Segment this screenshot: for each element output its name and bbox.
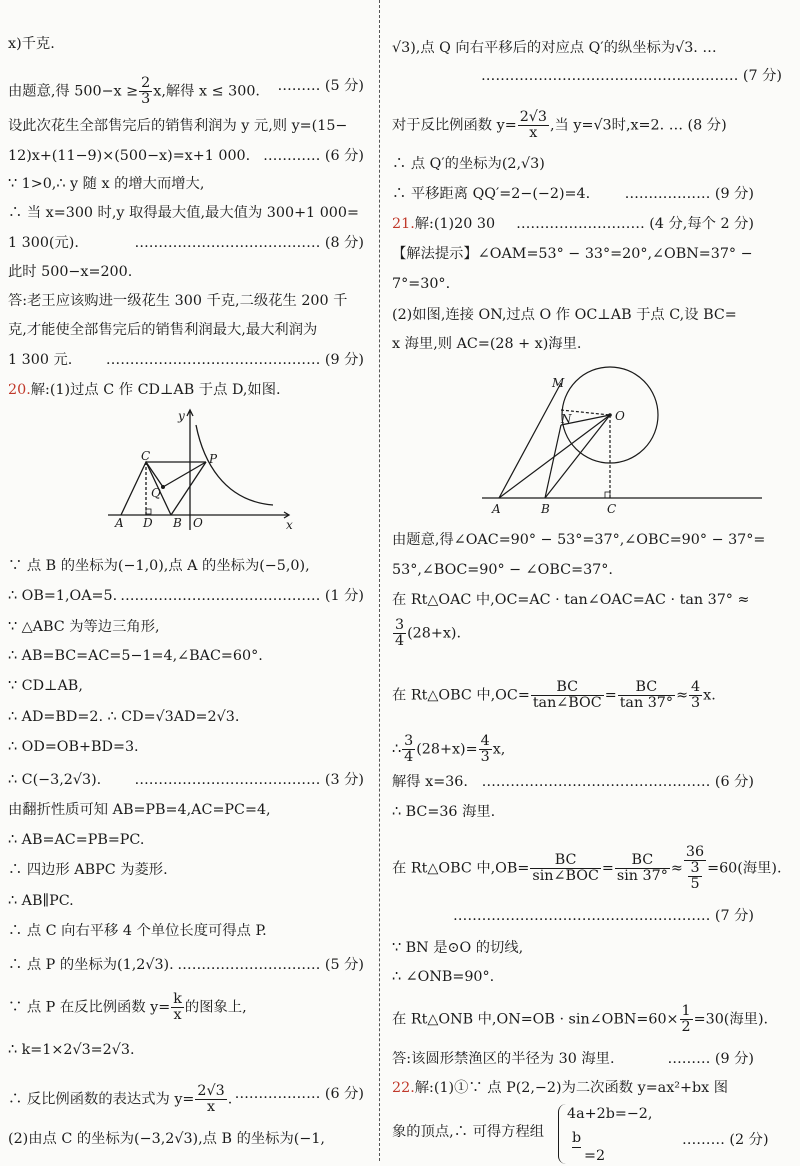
figure-20-graph	[103, 405, 303, 530]
line	[8, 1084, 364, 1115]
score: ……………………………………………… (7 分)	[481, 68, 782, 84]
line: ∴ AB=BC=AC=5−1=4,∠BAC=60°.	[8, 648, 263, 664]
line	[8, 955, 364, 975]
numerator: 3	[404, 733, 414, 749]
line	[392, 1004, 768, 1035]
line	[392, 1049, 754, 1069]
label-y: y	[178, 409, 185, 423]
text: ≈	[676, 687, 689, 704]
text: =	[601, 860, 614, 877]
denominator: 3	[691, 695, 701, 711]
text: (28+x).	[407, 625, 462, 642]
label-o: O	[615, 409, 625, 423]
line: ∴ BC=36 海里.	[392, 804, 496, 820]
text: x,解得 x ≤ 300.	[153, 83, 260, 100]
text: x.	[703, 687, 716, 704]
text: (28+x)=	[416, 741, 478, 758]
text: =60(海里).	[707, 860, 782, 877]
line	[392, 772, 754, 792]
numerator: 2√3	[197, 1083, 225, 1099]
numerator: k	[173, 991, 182, 1007]
line: ∵ 1>0,∴ y 随 x 的增大而增大,	[8, 176, 205, 192]
line	[392, 214, 754, 234]
label-c: C	[607, 502, 617, 515]
line	[8, 770, 364, 790]
text: 解:(1)①∵ 点 P(2,−2)为二次函数 y=ax²+bx 图	[414, 1080, 729, 1096]
text: ∴ 平移距离 QQ′=2−(−2)=4.	[392, 186, 591, 202]
right-angle-mark	[146, 509, 151, 514]
label-c: C	[141, 449, 151, 463]
fraction	[171, 992, 184, 1023]
line-text	[392, 214, 495, 234]
text: =	[604, 687, 617, 704]
score: ……… (5 分)	[277, 78, 364, 94]
line-text	[8, 76, 260, 107]
segment-bp	[171, 462, 206, 515]
fraction	[615, 853, 670, 884]
line	[392, 110, 727, 141]
label-a: A	[492, 502, 501, 515]
line: (2)如图,连接 ON,过点 O 作 OC⊥AB 于点 C,设 BC=	[392, 307, 737, 323]
label-m: M	[552, 376, 565, 390]
line: 53°,∠BOC=90° − ∠OBC=37°.	[392, 562, 613, 578]
denominator: 2	[681, 1019, 691, 1035]
numerator: BC	[615, 853, 670, 869]
fraction	[680, 1004, 693, 1035]
numerator: BC	[618, 680, 675, 696]
column-divider	[379, 0, 380, 1161]
segment-cq	[146, 462, 163, 487]
line	[8, 586, 364, 606]
text: =30(海里).	[693, 1011, 769, 1028]
figure-21-diagram	[477, 365, 767, 515]
line: ∴ 点 Q′的坐标为(2,√3)	[392, 156, 545, 172]
label-d: D	[143, 516, 153, 530]
line	[392, 734, 505, 765]
line: ∴ AB=AC=PB=PC.	[8, 832, 145, 848]
denominator: 4	[395, 633, 405, 649]
line: 设此次花生全部售完后的销售利润为 y 元,则 y=(15−	[8, 118, 348, 134]
line: 由翻折性质可知 AB=PB=4,AC=PC=4,	[8, 802, 271, 818]
line: ∴ OD=OB+BD=3.	[8, 739, 139, 755]
denominator: 5	[690, 876, 700, 892]
line: ∵ 点 B 的坐标为(−1,0),点 A 的坐标为(−5,0),	[8, 558, 310, 574]
text: 的图象上,	[184, 999, 247, 1016]
question-number: 21.	[392, 216, 415, 232]
line	[392, 618, 461, 649]
compound-fraction	[684, 845, 706, 892]
right-angle-mark	[605, 492, 610, 498]
label-b: B	[173, 516, 182, 530]
line: ∴ 点 C 向右平移 4 个单位长度可得点 P.	[8, 923, 267, 939]
numerator: 3	[690, 860, 700, 876]
denominator: sin∠BOC	[532, 868, 599, 884]
numerator: 4	[691, 679, 701, 695]
fraction	[393, 618, 406, 649]
text: ∴ 反比例函数的表达式为 y=	[8, 1091, 195, 1108]
numerator: BC	[531, 680, 604, 696]
line: ∴ 当 x=300 时,y 取得最大值,最大值为 300+1 000=	[8, 205, 359, 221]
line	[8, 380, 281, 400]
text: 1 300(元).	[8, 235, 79, 251]
denominator: 3	[141, 91, 151, 107]
line: ……… (2 分)	[682, 1132, 769, 1148]
line: b	[572, 1130, 582, 1146]
text: ∴	[392, 741, 402, 758]
score: ………………………………………… (6 分)	[481, 774, 754, 790]
hyperbola-curve	[196, 425, 273, 505]
numerator: 3	[395, 617, 405, 633]
text: 在 Rt△OBC 中,OC=	[392, 687, 530, 704]
score: ………………………………… (8 分)	[134, 235, 364, 251]
fraction	[518, 110, 549, 141]
label-o: O	[193, 516, 203, 530]
fraction	[618, 680, 675, 711]
line	[8, 146, 364, 166]
line	[392, 1122, 544, 1142]
fraction	[402, 734, 415, 765]
center-o	[608, 413, 612, 417]
question-number: 22.	[392, 1080, 415, 1096]
score: ……………………… (4 分,每个 2 分)	[516, 216, 754, 232]
numerator: BC	[530, 853, 601, 869]
score: …………………………………… (1 分)	[120, 588, 364, 604]
line	[8, 350, 364, 370]
fraction	[531, 680, 604, 711]
text: 解:(1)过点 C 作 CD⊥AB 于点 D,如图.	[30, 382, 281, 398]
line: ∵ BN 是⊙O 的切线,	[392, 940, 524, 956]
numerator: 4	[480, 733, 490, 749]
score: ………………………… (5 分)	[177, 957, 364, 973]
score: ……………………………………………… (7 分)	[453, 908, 754, 924]
text: ∵ 点 P 在反比例函数 y=	[8, 999, 171, 1016]
line	[422, 66, 782, 86]
text: 在 Rt△ONB 中,ON=OB · sin∠OBN=60×	[392, 1011, 679, 1028]
line: x)千克.	[8, 36, 55, 52]
line: ∴ AB∥PC.	[8, 893, 74, 909]
line: 在 Rt△OAC 中,OC=AC · tan∠OAC=AC · tan 37° ≈	[392, 592, 750, 608]
line: ∴ AD=BD=2. ∴ CD=√3AD=2√3.	[8, 709, 240, 725]
fraction	[689, 680, 702, 711]
score: ……………… (6 分)	[234, 1086, 364, 1102]
fraction	[139, 76, 152, 107]
line	[392, 184, 754, 204]
line: =2	[584, 1148, 606, 1164]
line	[392, 680, 716, 711]
line: ∴ ∠ONB=90°.	[392, 969, 495, 985]
denominator: sin 37°	[616, 868, 668, 884]
denominator: 4	[404, 749, 414, 765]
question-number: 20.	[8, 382, 31, 398]
label-n: N	[561, 412, 572, 426]
denominator: tan 37°	[619, 695, 674, 711]
line: ∴ k=1×2√3=2√3.	[8, 1042, 135, 1058]
line	[8, 76, 364, 107]
line: ∴ 四边形 ABPC 为菱形.	[8, 862, 168, 878]
line: 克,才能使全部售完后的销售利润最大,最大利润为	[8, 322, 318, 338]
fraction	[195, 1084, 226, 1115]
line: x 海里,则 AC=(28 + x)海里.	[392, 336, 582, 352]
line-text	[8, 1084, 232, 1115]
label-b: B	[541, 502, 550, 515]
denominator: x	[207, 1099, 216, 1115]
label-x: x	[286, 518, 293, 530]
text: 解得 x=36.	[392, 774, 468, 790]
line: ∵ △ABC 为等边三角形,	[8, 619, 160, 635]
text: 在 Rt△OBC 中,OB=	[392, 860, 530, 877]
text: 答:该圆形禁渔区的半径为 30 海里.	[392, 1051, 615, 1067]
line: 7°=30°.	[392, 276, 451, 292]
text: ∴ OB=1,OA=5.	[8, 588, 118, 604]
denominator: 3	[480, 749, 490, 765]
line: 【解法提示】∠OAM=53° − 33°=20°,∠OBN=37° −	[392, 246, 753, 262]
text: ,当 y=√3时,x=2. … (8 分)	[550, 117, 727, 134]
line: 由题意,得∠OAC=90° − 53°=37°,∠OBC=90° − 37°=	[392, 532, 766, 548]
segment-qp	[163, 462, 206, 487]
denominator: x	[529, 125, 538, 141]
text: 对于反比例函数 y=	[392, 117, 517, 134]
fraction	[530, 853, 601, 884]
text: 1 300 元.	[8, 352, 73, 368]
score: ………… (6 分)	[263, 148, 364, 164]
numerator: 2	[141, 75, 151, 91]
line: 4a+2b=−2,	[567, 1106, 653, 1122]
label-p: P	[209, 452, 218, 466]
denominator: x	[173, 1007, 182, 1023]
line: (2)由点 C 的坐标为(−3,2√3),点 B 的坐标为(−1,	[8, 1131, 325, 1147]
text: x,	[492, 741, 506, 758]
numerator: 2√3	[519, 109, 547, 125]
line: √3),点 Q 向右平移后的对应点 Q′的纵坐标为√3. …	[392, 40, 717, 56]
point-q	[161, 485, 165, 489]
text: 象的顶点,∴ 可得方程组	[392, 1124, 545, 1140]
line	[8, 233, 364, 253]
line: 此时 500−x=200.	[8, 264, 133, 280]
text: 由题意,得 500−x ≥	[8, 83, 139, 100]
text: ≈	[670, 860, 683, 877]
text: .	[227, 1091, 233, 1108]
text: ∴ C(−3,2√3).	[8, 772, 102, 788]
text: 解:(1)20 30	[414, 216, 496, 232]
line-am	[499, 383, 561, 498]
line	[392, 1078, 728, 1098]
text: ∴ 点 P 的坐标为(1,2√3).	[8, 957, 174, 973]
score: ………………………………… (3 分)	[134, 772, 364, 788]
line	[8, 992, 247, 1023]
denominator	[684, 861, 706, 892]
score: ……………… (9 分)	[624, 186, 754, 202]
numerator: 36	[685, 844, 705, 860]
line	[392, 845, 782, 892]
label-q: Q	[151, 486, 161, 500]
numerator: 1	[681, 1003, 691, 1019]
fraction	[688, 861, 701, 892]
line: 答:老王应该购进一级花生 300 千克,二级花生 200 千	[8, 293, 348, 309]
line: ∵ CD⊥AB,	[8, 678, 83, 694]
label-a: A	[115, 516, 124, 530]
score: ……… (9 分)	[667, 1051, 754, 1067]
denominator: tan∠BOC	[532, 695, 602, 711]
line	[422, 906, 754, 926]
fraction	[479, 734, 492, 765]
text: 12)x+(11−9)×(500−x)=x+1 000.	[8, 148, 251, 164]
score: ……………………………………… (9 分)	[105, 352, 364, 368]
